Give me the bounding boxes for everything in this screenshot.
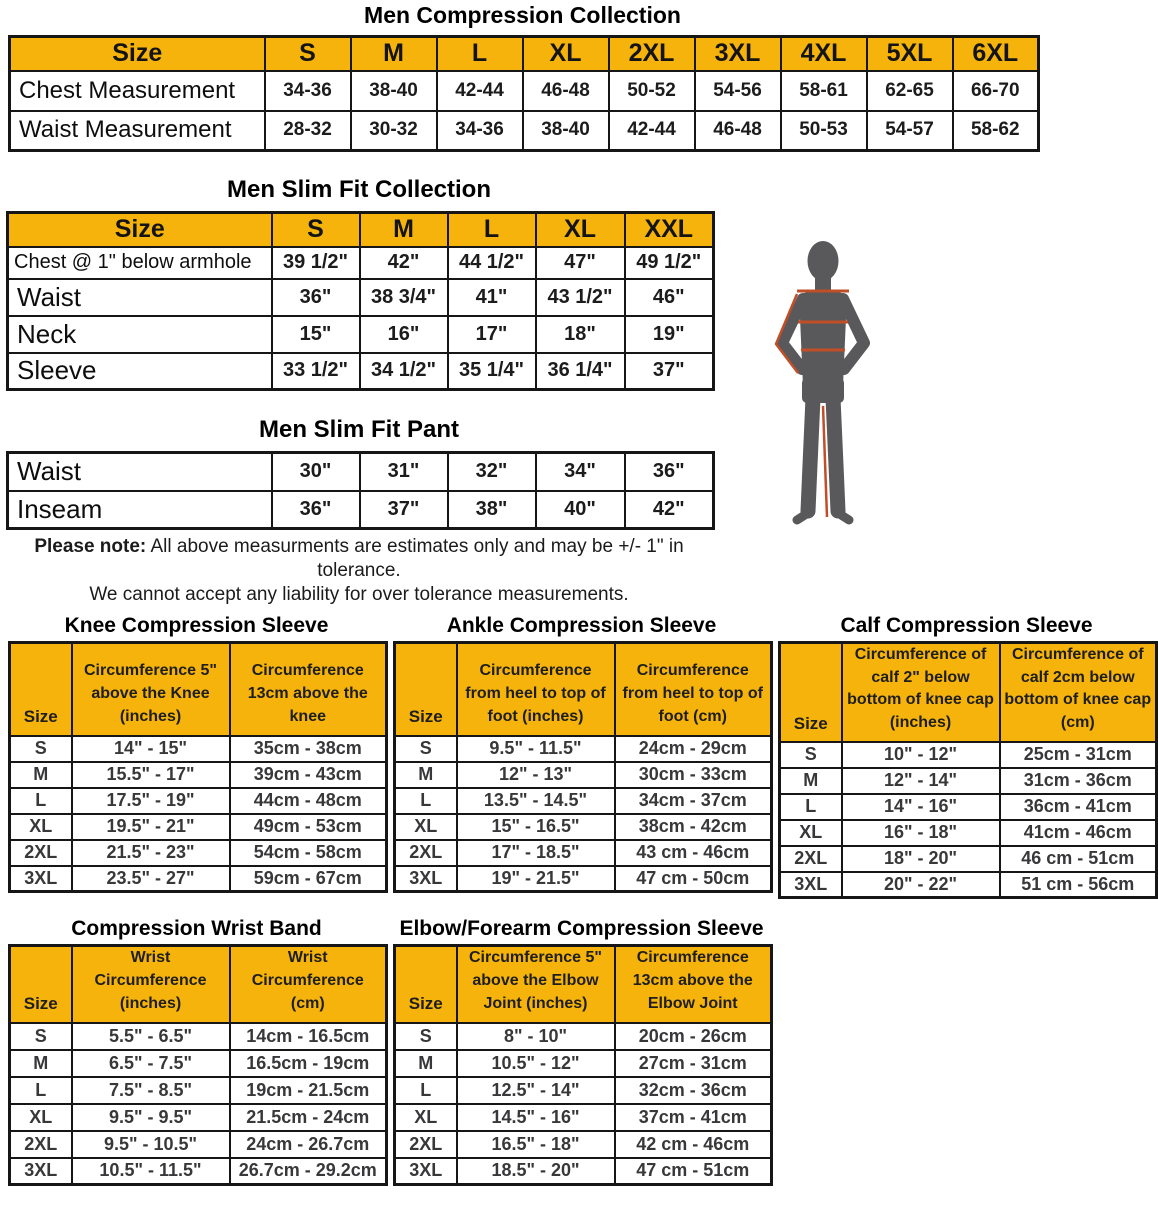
table-cell: 36cm - 41cm <box>1000 794 1157 820</box>
table-row <box>395 1050 772 1077</box>
table-cell: 12" - 13" <box>457 762 615 788</box>
table-cell: 37" <box>360 491 448 529</box>
table-cell: S <box>395 736 457 762</box>
table-row <box>8 279 714 316</box>
header-line: from heel to top of <box>465 685 606 703</box>
table-row <box>10 111 1039 151</box>
column-header: 5XL <box>867 37 953 71</box>
size-column-header: Size <box>395 946 457 1023</box>
men-compression-table <box>8 35 1040 152</box>
figure-right-arm <box>843 299 864 369</box>
header-line: above the Elbow <box>472 972 599 990</box>
wrist-band-table <box>8 944 388 1186</box>
table-cell: 17" <box>448 316 536 353</box>
table-cell: 19" <box>625 316 714 353</box>
table-cell: 41cm - 46cm <box>1000 820 1157 846</box>
table-row <box>395 866 772 892</box>
section-title: Men Slim Fit Collection <box>226 176 491 203</box>
table-cell: 16" - 18" <box>842 820 1000 846</box>
table-cell: 2XL <box>395 1131 457 1158</box>
figure-right-foot <box>838 513 849 520</box>
calf-sleeve-block <box>778 614 1155 899</box>
table-cell: 3XL <box>395 866 457 892</box>
table-cell: 3XL <box>10 866 72 892</box>
header-line: Circumference <box>251 662 364 680</box>
table-cell: 28-32 <box>265 111 351 151</box>
table-cell: M <box>780 768 842 794</box>
table-cell: M <box>10 762 72 788</box>
knee-sleeve-block <box>8 614 385 899</box>
table-cell: 30" <box>272 453 360 491</box>
table-cell: 58-62 <box>953 111 1039 151</box>
table-cell: 24cm - 29cm <box>615 736 772 762</box>
table-cell: 8" - 10" <box>457 1023 615 1050</box>
table-row <box>780 846 1157 872</box>
sleeve-tables-row-2 <box>8 917 1158 1186</box>
size-column-header: Size <box>10 946 72 1023</box>
table-cell: 33 1/2" <box>272 353 360 390</box>
table-cell: 30cm - 33cm <box>615 762 772 788</box>
header-line: Wrist <box>130 949 171 967</box>
table-cell: 37cm - 41cm <box>615 1104 772 1131</box>
sleeve-tables-row-1 <box>8 614 1158 899</box>
table-cell: 42" <box>360 247 448 279</box>
header-line: (inches) <box>889 714 952 732</box>
table-cell: 38 3/4" <box>360 279 448 316</box>
table-cell: 2XL <box>780 846 842 872</box>
header-line: Joint (inches) <box>483 994 588 1012</box>
table-cell: 62-65 <box>867 71 953 111</box>
table-row <box>395 1077 772 1104</box>
table-cell: S <box>10 1023 72 1050</box>
table-cell: Waist Measurement <box>10 111 265 151</box>
table-cell: 36" <box>625 453 714 491</box>
table-cell: 7.5" - 8.5" <box>72 1077 230 1104</box>
table-cell: M <box>395 1050 457 1077</box>
men-compression-section <box>8 2 1037 152</box>
table-cell: 16.5cm - 19cm <box>230 1050 387 1077</box>
men-slim-fit-table <box>6 211 715 391</box>
wrist-band-block <box>8 917 385 1186</box>
table-row <box>395 1131 772 1158</box>
table-cell: 47 cm - 50cm <box>615 866 772 892</box>
table-cell: Chest Measurement <box>10 71 265 111</box>
table-cell: 34 1/2" <box>360 353 448 390</box>
table-cell: 16" <box>360 316 448 353</box>
table-cell: 30-32 <box>351 111 437 151</box>
table-cell: M <box>10 1050 72 1077</box>
section-title: Ankle Compression Sleeve <box>446 614 717 637</box>
section-title: Calf Compression Sleeve <box>840 614 1093 637</box>
column-header: XL <box>536 213 625 247</box>
table-cell: 2XL <box>10 840 72 866</box>
section-title: Elbow/Forearm Compression Sleeve <box>399 917 764 941</box>
table-cell: 14cm - 16.5cm <box>230 1023 387 1050</box>
table-cell: 19.5" - 21" <box>72 814 230 840</box>
body-silhouette <box>782 241 864 520</box>
header-line: Circumference <box>251 972 364 990</box>
table-row <box>10 1077 387 1104</box>
header-line: foot (cm) <box>658 707 727 725</box>
table-row <box>10 1023 387 1050</box>
table-cell: L <box>780 794 842 820</box>
table-cell: 34-36 <box>437 111 523 151</box>
size-column-header: Size <box>8 213 272 247</box>
table-cell: 34-36 <box>265 71 351 111</box>
header-line: Circumference <box>479 662 592 680</box>
column-header: 2XL <box>609 37 695 71</box>
header-row <box>395 643 772 736</box>
table-cell: 2XL <box>10 1131 72 1158</box>
men-slim-fit-pant-table <box>6 451 715 530</box>
table-cell: 32" <box>448 453 536 491</box>
table-cell: 6.5" - 7.5" <box>72 1050 230 1077</box>
table-cell: XL <box>395 814 457 840</box>
tolerance-note <box>6 535 712 607</box>
column-header <box>230 643 387 736</box>
table-cell: 54cm - 58cm <box>230 840 387 866</box>
table-cell: 38" <box>448 491 536 529</box>
table-cell: 51 cm - 56cm <box>1000 872 1157 898</box>
table-cell: L <box>395 788 457 814</box>
table-cell: 46" <box>625 279 714 316</box>
note-text: All above measurments are estimates only and may be +/- 1" in tolerance. <box>146 536 684 581</box>
header-line: (inches) <box>119 707 182 725</box>
table-cell: 3XL <box>10 1158 72 1185</box>
table-cell: 17" - 18.5" <box>457 840 615 866</box>
calf-sleeve-table <box>778 641 1158 899</box>
header-row <box>10 946 387 1023</box>
table-cell: 9.5" - 10.5" <box>72 1131 230 1158</box>
table-cell: 47 cm - 51cm <box>615 1158 772 1185</box>
header-line: (cm) <box>290 994 325 1012</box>
table-cell: Sleeve <box>8 353 272 390</box>
column-header: M <box>351 37 437 71</box>
table-cell: 20cm - 26cm <box>615 1023 772 1050</box>
figure-left-leg <box>808 398 813 511</box>
table-row <box>10 1131 387 1158</box>
table-cell: 36 1/4" <box>536 353 625 390</box>
table-cell: 23.5" - 27" <box>72 866 230 892</box>
table-cell: 10.5" - 12" <box>457 1050 615 1077</box>
note-line-2: We cannot accept any liability for over tolerance measurements. <box>89 584 629 605</box>
table-cell: 9.5" - 9.5" <box>72 1104 230 1131</box>
column-header: XXL <box>625 213 714 247</box>
men-slim-fit-pant-section <box>6 417 712 530</box>
table-cell: 50-53 <box>781 111 867 151</box>
table-cell: S <box>780 742 842 768</box>
table-cell: 34cm - 37cm <box>615 788 772 814</box>
header-row <box>10 643 387 736</box>
table-cell: Inseam <box>8 491 272 529</box>
table-row <box>8 353 714 390</box>
table-cell: L <box>10 788 72 814</box>
table-cell: 35 1/4" <box>448 353 536 390</box>
table-cell: 37" <box>625 353 714 390</box>
table-row <box>8 316 714 353</box>
table-row <box>395 814 772 840</box>
table-row <box>10 1104 387 1131</box>
male-silhouette-figure <box>766 240 878 535</box>
table-row <box>395 1023 772 1050</box>
table-cell: 2XL <box>395 840 457 866</box>
column-header: S <box>265 37 351 71</box>
header-line: foot (inches) <box>487 707 584 725</box>
table-row <box>10 762 387 788</box>
header-line: Elbow Joint <box>647 994 738 1012</box>
column-header: 4XL <box>781 37 867 71</box>
column-header: 3XL <box>695 37 781 71</box>
table-cell: 15" <box>272 316 360 353</box>
header-line: from heel to top of <box>622 685 763 703</box>
elbow-sleeve-table <box>393 944 773 1186</box>
figure-left-foot <box>797 513 808 520</box>
table-row <box>8 247 714 279</box>
table-cell: 10.5" - 11.5" <box>72 1158 230 1185</box>
table-cell: 38cm - 42cm <box>615 814 772 840</box>
table-row <box>10 814 387 840</box>
header-line: Circumference of <box>1011 646 1144 663</box>
table-cell: 16.5" - 18" <box>457 1131 615 1158</box>
table-cell: 3XL <box>780 872 842 898</box>
knee-sleeve-table <box>8 641 388 893</box>
table-row <box>395 788 772 814</box>
table-cell: 42-44 <box>437 71 523 111</box>
table-cell: 14.5" - 16" <box>457 1104 615 1131</box>
table-cell: 43 1/2" <box>536 279 625 316</box>
table-cell: 38-40 <box>351 71 437 111</box>
table-row <box>395 840 772 866</box>
table-cell: 27cm - 31cm <box>615 1050 772 1077</box>
table-row <box>395 1158 772 1185</box>
note-label: Please note: <box>34 536 147 557</box>
inseam-measure-line <box>823 406 827 517</box>
table-cell: 46 cm - 51cm <box>1000 846 1157 872</box>
table-cell: 58-61 <box>781 71 867 111</box>
table-cell: 38-40 <box>523 111 609 151</box>
header-line: knee <box>289 707 326 725</box>
table-cell: 3XL <box>395 1158 457 1185</box>
table-cell: Waist <box>8 279 272 316</box>
table-cell: 31cm - 36cm <box>1000 768 1157 794</box>
table-cell: Neck <box>8 316 272 353</box>
table-row <box>10 736 387 762</box>
header-line: above the Knee <box>91 685 210 703</box>
table-row <box>780 872 1157 898</box>
table-cell: 43 cm - 46cm <box>615 840 772 866</box>
column-header <box>72 946 230 1023</box>
table-cell: 66-70 <box>953 71 1039 111</box>
column-header <box>457 643 615 736</box>
header-row <box>8 213 714 247</box>
header-row <box>780 643 1157 742</box>
table-cell: 5.5" - 6.5" <box>72 1023 230 1050</box>
table-cell: 12.5" - 14" <box>457 1077 615 1104</box>
table-cell: 31" <box>360 453 448 491</box>
table-cell: 59cm - 67cm <box>230 866 387 892</box>
table-row <box>10 1158 387 1185</box>
column-header: M <box>360 213 448 247</box>
table-row <box>10 788 387 814</box>
header-row <box>395 946 772 1023</box>
column-header <box>1000 643 1157 742</box>
section-title: Men Slim Fit Pant <box>258 416 459 443</box>
table-cell: 26.7cm - 29.2cm <box>230 1158 387 1185</box>
table-cell: S <box>10 736 72 762</box>
table-cell: 14" - 15" <box>72 736 230 762</box>
table-cell: 19cm - 21.5cm <box>230 1077 387 1104</box>
table-cell: 18" - 20" <box>842 846 1000 872</box>
table-cell: Chest @ 1" below armhole <box>8 247 272 279</box>
column-header: S <box>272 213 360 247</box>
size-column-header: Size <box>780 643 842 742</box>
table-row <box>780 820 1157 846</box>
table-row <box>10 71 1039 111</box>
ankle-sleeve-table <box>393 641 773 893</box>
section-title: Compression Wrist Band <box>71 917 322 941</box>
header-line: Circumference <box>94 972 207 990</box>
table-cell: 42" <box>625 491 714 529</box>
table-cell: 50-52 <box>609 71 695 111</box>
elbow-sleeve-block <box>393 917 770 1186</box>
table-row <box>395 736 772 762</box>
table-row <box>780 768 1157 794</box>
table-cell: XL <box>780 820 842 846</box>
table-row <box>10 840 387 866</box>
section-title: Knee Compression Sleeve <box>64 614 329 637</box>
header-line: 13cm above the <box>632 972 753 990</box>
table-cell: 44cm - 48cm <box>230 788 387 814</box>
header-line: Circumference <box>636 949 749 967</box>
note-line-1 <box>6 535 712 583</box>
column-header: XL <box>523 37 609 71</box>
table-cell: 42 cm - 46cm <box>615 1131 772 1158</box>
header-line: Circumference of <box>854 646 987 663</box>
table-row <box>395 1104 772 1131</box>
column-header <box>842 643 1000 742</box>
table-row <box>10 866 387 892</box>
header-line: Circumference 5" <box>469 949 602 967</box>
header-line: (cm) <box>1060 714 1095 732</box>
size-column-header: Size <box>395 643 457 736</box>
table-cell: 9.5" - 11.5" <box>457 736 615 762</box>
table-row <box>8 491 714 529</box>
table-cell: 21.5" - 23" <box>72 840 230 866</box>
table-cell: 46-48 <box>695 111 781 151</box>
table-row <box>395 762 772 788</box>
ankle-sleeve-block <box>393 614 770 899</box>
figure-left-arm <box>782 299 803 369</box>
table-cell: 15.5" - 17" <box>72 762 230 788</box>
table-cell: 39 1/2" <box>272 247 360 279</box>
table-cell: 44 1/2" <box>448 247 536 279</box>
table-cell: S <box>395 1023 457 1050</box>
header-row <box>10 37 1039 71</box>
table-cell: 54-56 <box>695 71 781 111</box>
table-row <box>8 453 714 491</box>
table-cell: 49 1/2" <box>625 247 714 279</box>
column-header: L <box>437 37 523 71</box>
header-line: Circumference 5" <box>84 662 217 680</box>
table-cell: 24cm - 26.7cm <box>230 1131 387 1158</box>
table-cell: 18" <box>536 316 625 353</box>
table-row <box>10 1050 387 1077</box>
header-line: Wrist <box>287 949 328 967</box>
table-cell: 12" - 14" <box>842 768 1000 794</box>
table-cell: 54-57 <box>867 111 953 151</box>
table-cell: 15" - 16.5" <box>457 814 615 840</box>
size-column-header: Size <box>10 643 72 736</box>
table-cell: 49cm - 53cm <box>230 814 387 840</box>
section-title: Men Compression Collection <box>364 2 681 28</box>
column-header <box>230 946 387 1023</box>
table-cell: 46-48 <box>523 71 609 111</box>
table-cell: 40" <box>536 491 625 529</box>
table-cell: XL <box>395 1104 457 1131</box>
column-header: 6XL <box>953 37 1039 71</box>
table-cell: 39cm - 43cm <box>230 762 387 788</box>
table-cell: Waist <box>8 453 272 491</box>
table-cell: M <box>395 762 457 788</box>
table-row <box>780 794 1157 820</box>
table-cell: 14" - 16" <box>842 794 1000 820</box>
table-cell: 36" <box>272 491 360 529</box>
table-cell: XL <box>10 814 72 840</box>
table-cell: 25cm - 31cm <box>1000 742 1157 768</box>
table-cell: 35cm - 38cm <box>230 736 387 762</box>
header-line: Circumference <box>636 662 749 680</box>
size-column-header: Size <box>10 37 265 71</box>
table-cell: 18.5" - 20" <box>457 1158 615 1185</box>
header-line: calf 2cm below <box>1020 668 1135 686</box>
table-cell: 42-44 <box>609 111 695 151</box>
figure-neck <box>815 270 831 290</box>
table-cell: 19" - 21.5" <box>457 866 615 892</box>
column-header <box>615 643 772 736</box>
table-cell: 13.5" - 14.5" <box>457 788 615 814</box>
table-cell: L <box>10 1077 72 1104</box>
header-line: 13cm above the <box>247 685 368 703</box>
table-cell: 20" - 22" <box>842 872 1000 898</box>
header-line: bottom of knee cap <box>847 691 994 709</box>
men-slim-fit-section <box>6 177 712 391</box>
table-cell: 17.5" - 19" <box>72 788 230 814</box>
column-header <box>615 946 772 1023</box>
header-line: bottom of knee cap <box>1004 691 1152 709</box>
table-cell: 34" <box>536 453 625 491</box>
table-cell: 41" <box>448 279 536 316</box>
header-line: calf 2" below <box>871 668 970 686</box>
figure-right-leg <box>833 398 838 511</box>
header-line: (inches) <box>119 994 182 1012</box>
table-cell: 47" <box>536 247 625 279</box>
table-cell: 36" <box>272 279 360 316</box>
table-cell: 32cm - 36cm <box>615 1077 772 1104</box>
column-header <box>457 946 615 1023</box>
column-header: L <box>448 213 536 247</box>
column-header <box>72 643 230 736</box>
table-cell: L <box>395 1077 457 1104</box>
table-cell: 21.5cm - 24cm <box>230 1104 387 1131</box>
table-cell: 10" - 12" <box>842 742 1000 768</box>
table-cell: XL <box>10 1104 72 1131</box>
table-row <box>780 742 1157 768</box>
